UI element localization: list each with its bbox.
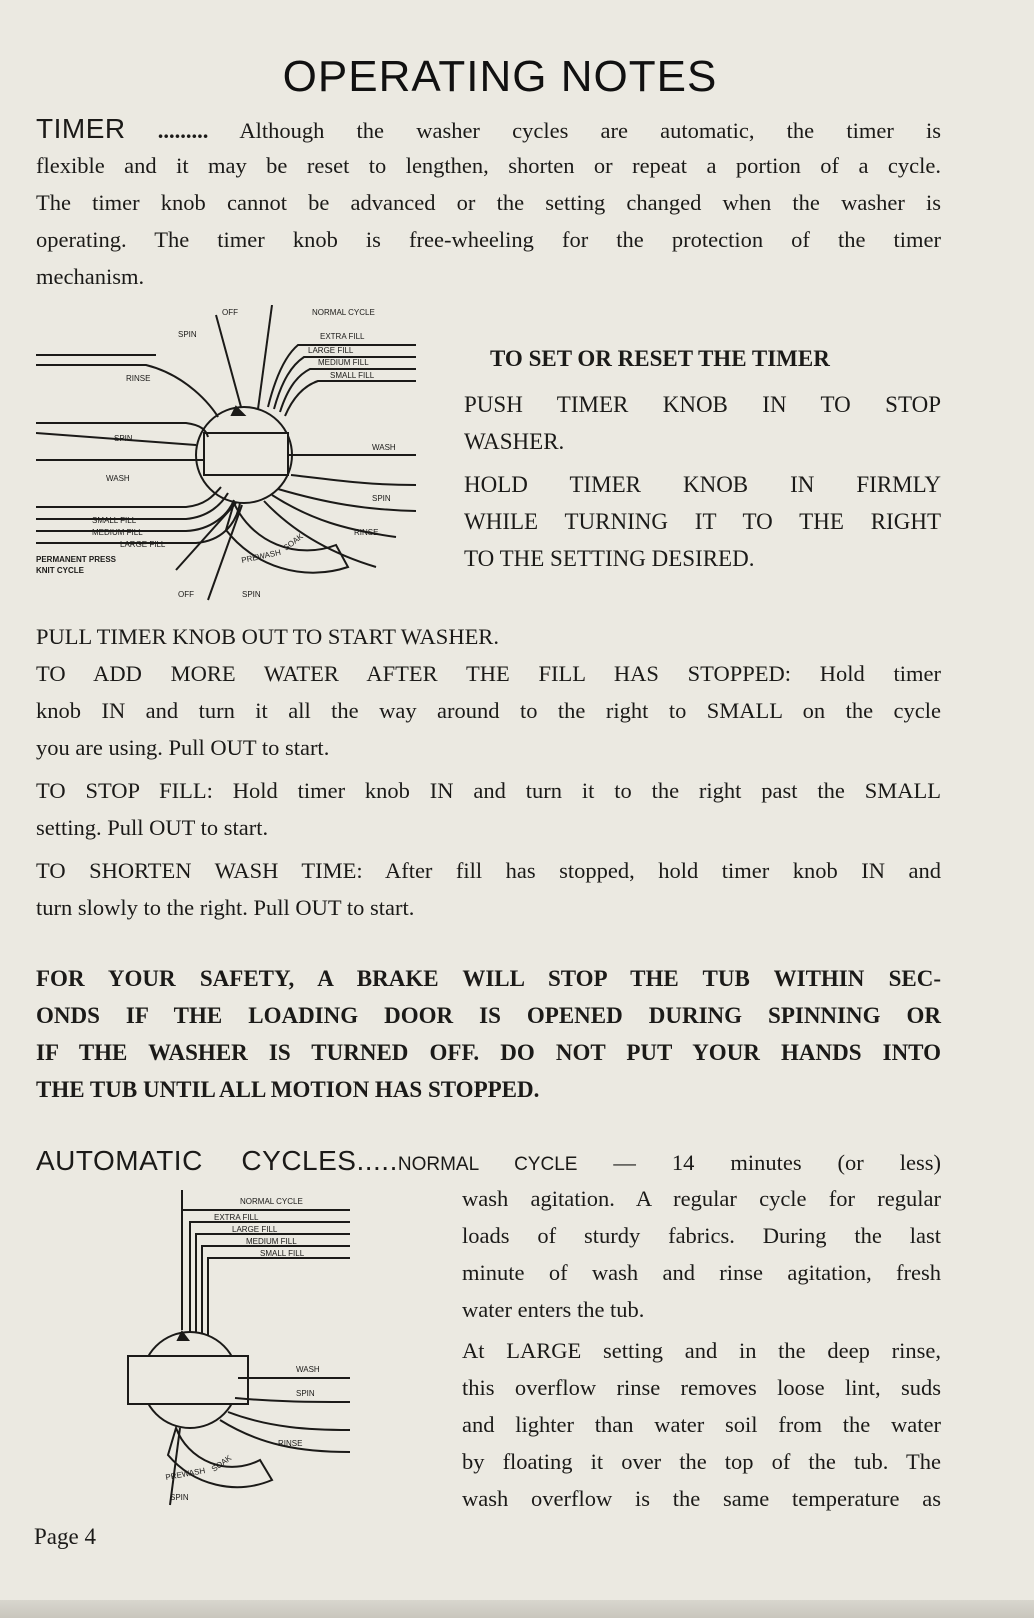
auto-p1-line4: water enters the tub. [462,1297,645,1322]
dial1-small-fill-b: SMALL FILL [92,516,137,525]
dial1-prewash: PREWASH [240,547,282,565]
auto-heading: AUTOMATIC CYCLES [36,1145,357,1176]
page-title: OPERATING NOTES [282,52,718,101]
normal-cycle-dial-diagram [110,1190,370,1510]
auto-p2-line1: At LARGE setting and in the deep rinse, [462,1338,941,1363]
normal-cycle-duration: — 14 minutes (or less) [613,1150,941,1175]
page-number: Page 4 [34,1524,96,1549]
dial1-rinse-right: RINSE [354,528,379,537]
set-reset-step1-line2: WASHER. [464,429,565,454]
dial1-permanent-press: PERMANENT PRESS [36,555,117,564]
set-reset-step2-line3: TO THE SETTING DESIRED. [464,546,755,571]
set-reset-steps [464,386,941,577]
dial1-medium-fill: MEDIUM FILL [318,358,369,367]
timer-line-2: flexible and it may be reset to lengthen, shorten or repeat a portion of a cycle. [36,153,941,178]
auto-p2-line2: this overflow rinse removes loose lint, suds [462,1375,941,1400]
dial2-wash: WASH [296,1365,320,1374]
auto-p1-line2: loads of sturdy fabrics. During the last [462,1223,941,1248]
stop-fill-line-1 [36,772,941,809]
auto-p2-line5: wash overflow is the same temperature as [462,1486,941,1511]
instructions [36,618,941,926]
timer-line-3: The timer knob cannot be advanced or the setting changed when the washer is [36,190,941,215]
dial1-large-fill: LARGE FILL [308,346,354,355]
dial1-wash-left: WASH [106,474,130,483]
dial1-extra-fill: EXTRA FILL [320,332,365,341]
shorten-line-1 [36,852,941,889]
auto-heading-line [36,1142,941,1179]
dial2-large-fill: LARGE FILL [232,1225,278,1234]
safety-line-3: IF THE WASHER IS TURNED OFF. DO NOT PUT YOUR HANDS INTO [36,1040,941,1065]
timer-dial-diagram [36,305,436,605]
dial1-off-bottom: OFF [178,590,194,599]
safety-line-4: THE TUB UNTIL ALL MOTION HAS STOPPED. [36,1077,540,1102]
safety-line-2: ONDS IF THE LOADING DOOR IS OPENED DURING SPINNING OR [36,1003,941,1028]
add-water-rest: Hold timer [819,661,942,686]
dial1-spin-bottom: SPIN [242,590,261,599]
dial2-normal-cycle: NORMAL CYCLE [240,1197,303,1206]
pull-line: PULL TIMER KNOB OUT TO START WASHER. [36,624,499,649]
timer-line-5: mechanism. [36,264,145,289]
dial2-soak: SOAK [209,1453,234,1474]
shorten-rest: After fill has stopped, hold timer knob IN and [384,858,942,883]
dial2-spin: SPIN [296,1389,315,1398]
auto-leader: ..... [356,1145,398,1176]
dial2-small-fill: SMALL FILL [260,1249,305,1258]
auto-p2-line3: and lighter than water soil from the water [462,1412,941,1437]
stop-fill-rest: Hold timer knob IN and turn it to the right past the SMALL [232,778,942,803]
set-reset-step2-line1: HOLD TIMER KNOB IN FIRMLY [464,472,941,497]
dial1-large-fill-b: LARGE FILL [120,540,166,549]
normal-cycle-label: NORMAL CYCLE [397,1154,578,1175]
stop-fill-line-2: setting. Pull OUT to start. [36,815,269,840]
safety-warning [36,960,941,1108]
auto-p2-line4: by floating it over the top of the tub. The [462,1449,941,1474]
dial1-rinse-left: RINSE [126,374,151,383]
timer-line-4: operating. The timer knob is free-wheeling for the protection of the timer [36,227,941,252]
timer-heading: TIMER [36,113,126,144]
add-water-line-1 [36,655,941,692]
add-water-lead: TO ADD MORE WATER AFTER THE FILL HAS STOPPED: [36,661,792,686]
stop-fill-lead: TO STOP FILL: [36,778,213,803]
add-water-line-3: you are using. Pull OUT to start. [36,735,330,760]
timer-line-1 [36,110,941,147]
timer-section [36,110,941,295]
dial2-extra-fill: EXTRA FILL [214,1213,259,1222]
set-reset-step1-line1: PUSH TIMER KNOB IN TO STOP [464,392,941,417]
dial1-small-fill: SMALL FILL [330,371,375,380]
set-reset-step2-line2: WHILE TURNING IT TO THE RIGHT [464,509,941,534]
dial2-rinse: RINSE [278,1439,303,1448]
timer-text-1: Although the washer cycles are automatic, the timer is [239,118,941,143]
normal-cycle-description [462,1180,941,1517]
set-reset-heading: TO SET OR RESET THE TIMER [490,346,830,371]
dial2-spin-bottom: SPIN [170,1493,189,1502]
dial1-spin-top: SPIN [178,330,197,339]
dial2-medium-fill: MEDIUM FILL [246,1237,297,1246]
dial1-knit-cycle: KNIT CYCLE [36,566,84,575]
dial1-off-top: OFF [222,308,238,317]
auto-p1-line3: minute of wash and rinse agitation, fresh [462,1260,941,1285]
shorten-line-2: turn slowly to the right. Pull OUT to start. [36,895,415,920]
dial2-prewash: PREWASH [164,1466,206,1482]
timer-leader: ......... [157,118,209,143]
add-water-line-2: knob IN and turn it all the way around to the right to SMALL on the cycle [36,698,941,723]
shorten-lead: TO SHORTEN WASH TIME: [36,858,363,883]
auto-p1-line1: wash agitation. A regular cycle for regular [462,1186,941,1211]
dial1-normal-cycle: NORMAL CYCLE [312,308,375,317]
dial1-soak: SOAK [281,531,305,553]
dial1-spin-right: SPIN [372,494,391,503]
dial1-wash-right: WASH [372,443,396,452]
dial1-medium-fill-b: MEDIUM FILL [92,528,143,537]
safety-line-1: FOR YOUR SAFETY, A BRAKE WILL STOP THE TUB WITHIN SEC- [36,966,941,991]
dial1-spin-left: SPIN [114,434,133,443]
